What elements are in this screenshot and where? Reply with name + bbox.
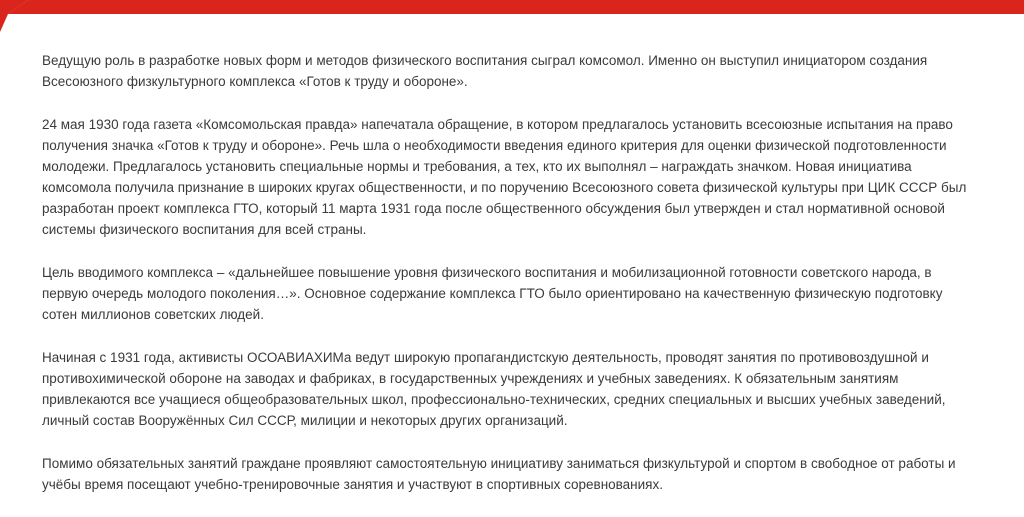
red-corner-stripe (0, 0, 1024, 32)
paragraph-1: Ведущую роль в разработке новых форм и методов физического воспитания сыграл комсомол. Именно он выступил инициатором создания Всесоюзного физкультурного комплекса «Готов к труду и обороне». (42, 53, 928, 89)
top-decorative-bar (0, 0, 1024, 32)
paragraph-2: 24 мая 1930 года газета «Комсомольская правда» напечатала обращение, в котором предлагалось установить всесоюзные испытания на право получения значка «Готов к труду и обороне». Речь шла о необходимости введения единого критерия для оценки физической подготовленности молодежи. Предлагалось установить специальные нормы и требования, а тех, кто их выполнял – награждать значком. Новая инициатива комсомола получила признание в широких кругах общественности, и по поручению Всесоюзного совета физической культуры при ЦИК СССР был разработан проект комплекса ГТО, который 11 марта 1931 года после общественного обсуждения был утвержден и стал нормативной основой системы физического воспитания для всей страны. (42, 117, 967, 237)
paragraph-4: Начиная с 1931 года, активисты ОСОАВИАХИМа ведут широкую пропагандистскую деятельность, проводят занятия по противовоздушной и противохимической обороне на заводах и фабриках, в государственных учреждениях и учебных заведениях. К обязательным занятиям привлекаются все учащиеся общеобразовательных школ, профессионально-технических, средних специальных и высших учебных заведений, личный состав Вооружённых Сил СССР, милиции и некоторых других организаций. (42, 350, 946, 428)
paragraph-3: Цель вводимого комплекса – «дальнейшее повышение уровня физического воспитания и мобилизационной готовности советского народа, в первую очередь молодого поколения…». Основное содержание комплекса ГТО было ориентировано на качественную физическую подготовку сотен миллионов советских людей. (42, 265, 943, 322)
paragraph-5: Помимо обязательных занятий граждане проявляют самостоятельную инициативу заниматься физкультурой и спортом в свободное от работы и учёбы время посещают учебно-тренировочные занятия и участвуют в спортивных соревнованиях. (42, 456, 956, 492)
article-body (42, 50, 977, 517)
red-stripe (8, 0, 1024, 14)
